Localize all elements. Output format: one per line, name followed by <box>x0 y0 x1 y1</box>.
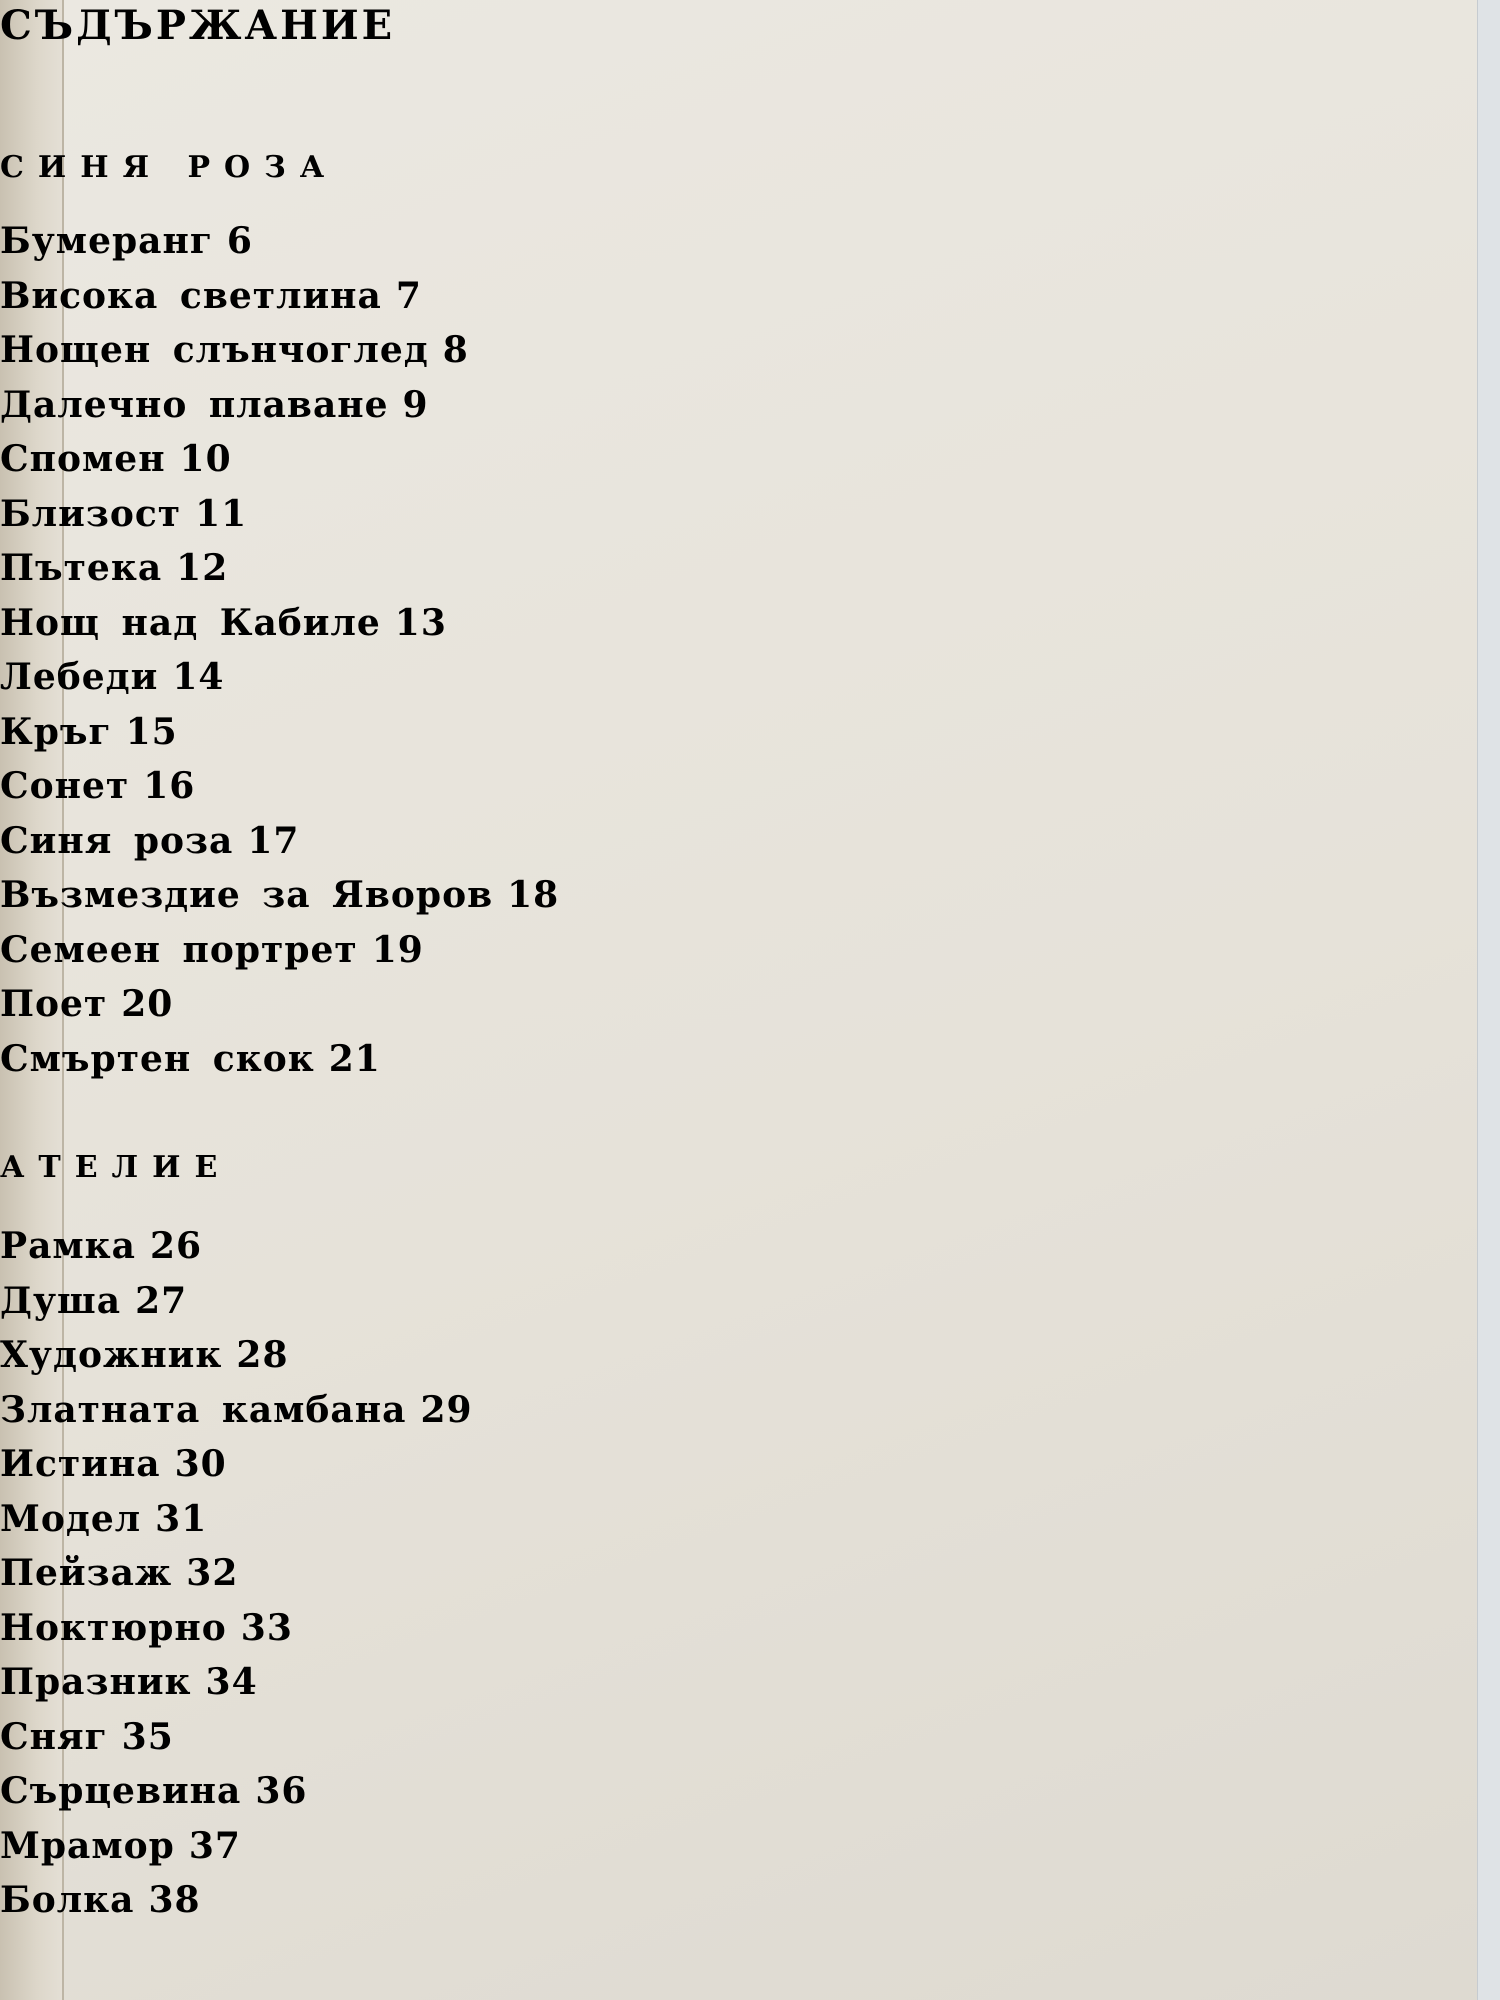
entry-title: Рамка <box>0 1225 136 1267</box>
entry-title: Възмездие за Яворов <box>0 874 494 916</box>
toc-entry <box>0 1552 1500 1594</box>
toc-title: СЪДЪРЖАНИЕ <box>0 2 396 49</box>
entry-page-number: 26 <box>150 1225 203 1267</box>
toc-entry <box>0 1225 1500 1267</box>
entry-title: Нощ над Кабиле <box>0 601 381 644</box>
toc-entry <box>0 1498 1500 1540</box>
toc-entry <box>0 493 1500 535</box>
entry-title: Близост <box>0 492 182 535</box>
entry-page-number: 20 <box>121 983 174 1025</box>
toc-entry <box>0 1038 1500 1080</box>
entry-title: Пейзаж <box>0 1552 173 1594</box>
entry-page-number: 31 <box>155 1497 208 1540</box>
entry-title: Сърцевина <box>0 1770 242 1812</box>
entry-page-number: 35 <box>121 1715 174 1758</box>
entry-page-number: 27 <box>135 1279 188 1322</box>
entry-page-number: 14 <box>172 656 225 698</box>
entry-page-number: 17 <box>247 819 300 862</box>
toc-entry <box>0 1825 1500 1867</box>
toc-entry <box>0 874 1500 916</box>
entry-page-number: 12 <box>176 547 229 589</box>
entry-page-number: 32 <box>186 1552 239 1594</box>
section-heading-sinya-roza: СИНЯ РОЗА <box>0 150 339 185</box>
entry-page-number: 36 <box>255 1770 308 1812</box>
toc-entry <box>0 220 1500 262</box>
entry-title: Кръг <box>0 710 112 753</box>
entry-page-number: 33 <box>240 1606 293 1649</box>
entry-page-number: 16 <box>143 765 196 807</box>
entry-title: Висока светлина <box>0 274 382 317</box>
entry-title: Сняг <box>0 1715 108 1758</box>
entry-title: Нощен слънчоглед <box>0 329 429 371</box>
toc-entry <box>0 1770 1500 1812</box>
toc-entry <box>0 1879 1500 1921</box>
entry-title: Далечно плаване <box>0 383 389 426</box>
entry-page-number: 34 <box>205 1661 258 1703</box>
entry-page-number: 28 <box>236 1334 289 1376</box>
entry-title: Бумеранг <box>0 220 213 262</box>
toc-entry <box>0 275 1500 317</box>
toc-entry <box>0 1280 1500 1322</box>
section-heading-atelie: АТЕЛИЕ <box>0 1150 232 1185</box>
entry-title: Празник <box>0 1661 192 1703</box>
entry-title: Болка <box>0 1879 135 1921</box>
entry-title: Ноктюрно <box>0 1606 227 1649</box>
toc-entry <box>0 929 1500 971</box>
entry-page-number: 9 <box>402 383 429 426</box>
entry-title: Душа <box>0 1279 122 1322</box>
entry-title: Художник <box>0 1334 223 1376</box>
toc-entry <box>0 602 1500 644</box>
toc-entry <box>0 1443 1500 1485</box>
entry-page-number: 11 <box>195 492 248 535</box>
toc-entry <box>0 1607 1500 1649</box>
entry-title: Златната камбана <box>0 1388 407 1431</box>
entry-title: Поет <box>0 983 108 1025</box>
entry-title: Мрамор <box>0 1824 175 1867</box>
entry-page-number: 21 <box>328 1037 381 1080</box>
entry-title: Модел <box>0 1497 142 1540</box>
toc-entry <box>0 711 1500 753</box>
entry-page-number: 13 <box>394 601 447 644</box>
entry-page-number: 19 <box>371 928 424 971</box>
toc-entry <box>0 1334 1500 1376</box>
entry-page-number: 29 <box>420 1388 473 1431</box>
toc-entry <box>0 820 1500 862</box>
toc-entry <box>0 438 1500 480</box>
entry-title: Пътека <box>0 547 163 589</box>
entry-title: Семеен портрет <box>0 928 358 971</box>
entry-page-number: 38 <box>148 1879 201 1921</box>
toc-entry <box>0 765 1500 807</box>
entry-title: Сонет <box>0 765 130 807</box>
entry-page-number: 30 <box>174 1443 227 1485</box>
entry-page-number: 10 <box>179 438 232 480</box>
toc-entry <box>0 384 1500 426</box>
entry-title: Истина <box>0 1443 161 1485</box>
toc-entry <box>0 1389 1500 1431</box>
entry-page-number: 15 <box>125 710 178 753</box>
entry-title: Синя роза <box>0 819 234 862</box>
toc-entry <box>0 329 1500 371</box>
toc-entry <box>0 983 1500 1025</box>
entry-title: Спомен <box>0 438 166 480</box>
entry-page-number: 6 <box>226 220 253 262</box>
toc-entry <box>0 656 1500 698</box>
entry-page-number: 8 <box>442 329 469 371</box>
entry-page-number: 7 <box>395 274 422 317</box>
entry-page-number: 37 <box>188 1824 241 1867</box>
entry-title: Лебеди <box>0 656 159 698</box>
entry-title: Смъртен скок <box>0 1037 315 1080</box>
entry-page-number: 18 <box>507 874 560 916</box>
toc-entry <box>0 547 1500 589</box>
toc-entry <box>0 1661 1500 1703</box>
toc-entry <box>0 1716 1500 1758</box>
